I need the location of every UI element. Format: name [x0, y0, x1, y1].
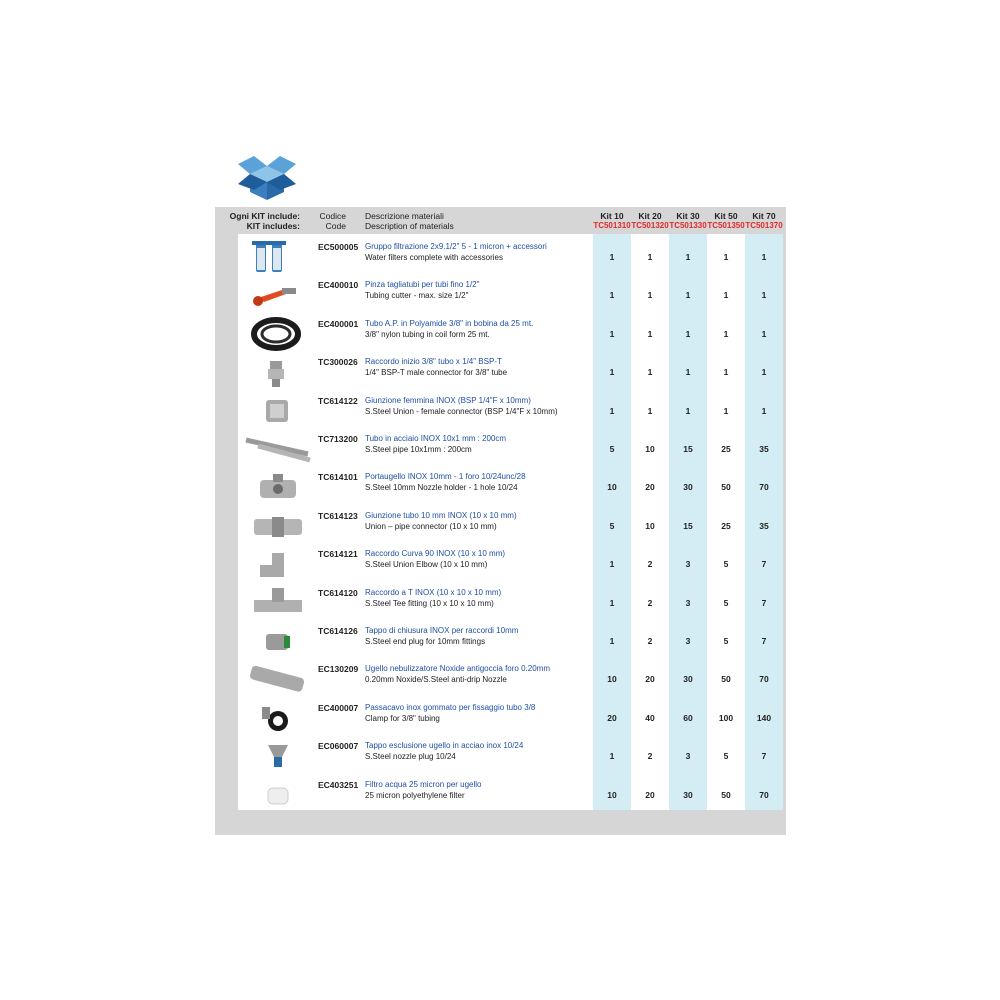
desc-label-en: Description of materials — [365, 221, 454, 231]
description-italian: Ugello nebulizzatore Noxide antigoccia foro 0.20mm — [365, 664, 550, 674]
quantity-cell: 1 — [609, 405, 615, 416]
quantity-cell: 1 — [609, 367, 615, 378]
quantity-cell: 30 — [683, 789, 693, 800]
quantity-cell: 3 — [685, 751, 691, 762]
quantity-cell: 7 — [761, 597, 767, 608]
code-label-en: Code — [325, 221, 346, 231]
include-label-en: KIT includes: — [246, 221, 300, 231]
table-row — [215, 507, 786, 545]
description-english: 3/8" nylon tubing in coil form 25 mt. — [365, 329, 490, 339]
description-italian: Pinza tagliatubi per tubi fino 1/2" — [365, 280, 480, 290]
item-code: EC060007 — [318, 741, 359, 752]
quantity-cell: 50 — [721, 482, 731, 493]
box-logo-icon — [236, 152, 298, 200]
item-code: TC614101 — [318, 472, 358, 483]
table-row — [215, 238, 786, 276]
item-code: TC614121 — [318, 549, 358, 560]
kit-label: Kit 20 — [638, 211, 662, 221]
quantity-cell: 20 — [607, 712, 617, 723]
item-code: TC713200 — [318, 434, 358, 444]
male-connector-icon — [238, 353, 318, 391]
quantity-cell: 1 — [723, 367, 729, 378]
include-label-it: Ogni KIT include: — [229, 211, 300, 221]
description-italian: Tappo di chiusura INOX per raccordi 10mm — [365, 626, 519, 635]
quantity-cell: 50 — [721, 789, 731, 800]
quantity-cell: 20 — [645, 482, 655, 493]
code-label-it: Codice — [319, 211, 346, 221]
kit-table — [215, 207, 786, 835]
quantity-cell: 1 — [761, 252, 767, 262]
description-english: S.Steel end plug for 10mm fittings — [365, 637, 486, 646]
quantity-cell: 40 — [645, 712, 655, 723]
description-english: S.Steel nozzle plug 10/24 — [365, 752, 456, 762]
item-code: TC614126 — [318, 626, 358, 636]
quantity-cell: 1 — [761, 405, 767, 416]
kit-label: Kit 30 — [676, 211, 700, 221]
item-code: TC614120 — [318, 587, 358, 598]
description-english: Water filters complete with accessories — [365, 253, 503, 262]
table-header — [215, 207, 786, 234]
quantity-cell: 35 — [759, 444, 769, 454]
kit-code: TC501310 — [593, 221, 631, 230]
quantity-cell: 30 — [683, 482, 693, 493]
quantity-cell: 15 — [683, 520, 693, 531]
quantity-cell: 1 — [609, 290, 615, 301]
kit-label: Kit 50 — [714, 211, 738, 221]
quantity-cell: 25 — [721, 520, 731, 531]
quantity-cell: 70 — [759, 674, 769, 685]
female-union-icon — [238, 392, 318, 430]
quantity-cell: 60 — [683, 712, 693, 723]
quantity-cell: 140 — [756, 712, 772, 723]
description-english: 25 micron polyethylene filter — [365, 790, 465, 800]
description-italian: Portaugello INOX 10mm - 1 foro 10/24unc/28 — [365, 472, 526, 482]
description-italian: Tubo A.P. in Polyamide 3/8" in bobina da 25 mt. — [365, 318, 534, 328]
table-row — [215, 622, 786, 660]
quantity-cell: 1 — [647, 367, 653, 378]
union-icon — [238, 507, 318, 545]
item-code: EC400010 — [318, 280, 359, 291]
description-italian: Raccordo Curva 90 INOX (10 x 10 mm) — [365, 549, 506, 559]
quantity-cell: 5 — [723, 559, 729, 570]
table-row — [215, 430, 786, 468]
item-code: TC614122 — [318, 395, 358, 406]
quantity-cell: 1 — [609, 252, 615, 262]
steel-pipe-icon — [238, 430, 318, 468]
desc-label-it: Descrizione materiali — [365, 211, 444, 221]
quantity-cell: 1 — [609, 597, 615, 608]
tubing-coil-icon — [238, 315, 318, 353]
quantity-cell: 1 — [723, 252, 729, 262]
description-italian: Giunzione femmina INOX (BSP 1/4"F x 10mm) — [365, 395, 531, 405]
description-english: S.Steel Union Elbow (10 x 10 mm) — [365, 560, 488, 570]
quantity-cell: 2 — [647, 597, 653, 608]
quantity-cell: 1 — [685, 290, 691, 301]
quantity-cell: 5 — [609, 520, 615, 531]
quantity-cell: 3 — [685, 597, 691, 608]
quantity-cell: 1 — [761, 290, 767, 301]
quantity-cell: 7 — [761, 751, 767, 762]
quantity-cell: 1 — [685, 405, 691, 416]
quantity-cell: 10 — [607, 482, 617, 493]
quantity-cell: 7 — [761, 636, 767, 646]
quantity-cell: 1 — [723, 405, 729, 416]
quantity-cell: 1 — [647, 252, 653, 262]
quantity-cell: 3 — [685, 636, 691, 646]
quantity-cell: 5 — [723, 636, 729, 646]
quantity-cell: 1 — [685, 367, 691, 378]
table-row — [215, 545, 786, 583]
table-row — [215, 315, 786, 353]
quantity-cell: 15 — [683, 444, 693, 454]
polyethylene-filter-icon — [238, 776, 318, 814]
description-english: S.Steel Union - female connector (BSP 1/4"F x 10mm) — [365, 406, 558, 416]
end-plug-icon — [238, 622, 318, 660]
quantity-cell: 10 — [645, 520, 655, 531]
item-code: TC614123 — [318, 510, 358, 521]
item-code: EC500005 — [318, 242, 359, 252]
nozzle-icon — [238, 660, 318, 698]
table-row — [215, 584, 786, 622]
quantity-cell: 50 — [721, 674, 731, 685]
item-code: TC300026 — [318, 357, 358, 368]
item-code: EC400007 — [318, 702, 359, 713]
quantity-cell: 2 — [647, 636, 653, 646]
description-english: Union – pipe connector (10 x 10 mm) — [365, 521, 497, 531]
quantity-cell: 7 — [761, 559, 767, 570]
quantity-cell: 1 — [609, 751, 615, 762]
kit-code: TC501350 — [707, 221, 745, 230]
elbow-icon — [238, 545, 318, 583]
quantity-cell: 1 — [685, 252, 691, 262]
tube-cutter-icon — [238, 276, 318, 314]
item-code: EC130209 — [318, 664, 359, 675]
description-english: S.Steel Tee fitting (10 x 10 x 10 mm) — [365, 598, 494, 608]
quantity-cell: 1 — [609, 328, 615, 339]
quantity-cell: 1 — [609, 636, 615, 646]
description-english: Tubing cutter - max. size 1/2" — [365, 291, 469, 301]
kit-code: TC501320 — [631, 221, 669, 230]
quantity-cell: 70 — [759, 482, 769, 493]
description-italian: Raccordo a T INOX (10 x 10 x 10 mm) — [365, 587, 502, 597]
quantity-cell: 1 — [723, 328, 729, 339]
description-italian: Tappo esclusione ugello in acciao inox 10/24 — [365, 741, 524, 751]
quantity-cell: 1 — [723, 290, 729, 301]
quantity-cell: 1 — [647, 328, 653, 339]
table-row — [215, 660, 786, 698]
quantity-cell: 10 — [645, 444, 655, 454]
item-code: EC403251 — [318, 779, 359, 790]
description-italian: Raccordo inizio 3/8" tubo x 1/4" BSP-T — [365, 357, 502, 367]
quantity-cell: 70 — [759, 789, 769, 800]
nozzle-plug-icon — [238, 737, 318, 775]
table-row — [215, 699, 786, 737]
kit-label: Kit 70 — [752, 211, 776, 221]
description-italian: Filtro acqua 25 micron per ugello — [365, 779, 482, 789]
clamp-icon — [238, 699, 318, 737]
description-english: 1/4" BSP-T male connector for 3/8" tube — [365, 368, 508, 378]
table-row — [215, 468, 786, 506]
quantity-cell: 5 — [609, 444, 615, 454]
quantity-cell: 5 — [723, 751, 729, 762]
description-english: Clamp for 3/8" tubing — [365, 713, 440, 723]
quantity-cell: 10 — [607, 674, 617, 685]
quantity-cell: 1 — [609, 559, 615, 570]
description-english: S.Steel 10mm Nozzle holder - 1 hole 10/24 — [365, 483, 518, 493]
item-code: EC400001 — [318, 318, 359, 329]
quantity-cell: 35 — [759, 520, 769, 531]
nozzle-holder-icon — [238, 468, 318, 506]
quantity-cell: 3 — [685, 559, 691, 570]
kit-code: TC501330 — [669, 221, 707, 230]
quantity-cell: 1 — [647, 405, 653, 416]
kit-code: TC501370 — [745, 221, 783, 230]
kit-label: Kit 10 — [600, 211, 624, 221]
quantity-cell: 20 — [645, 789, 655, 800]
description-english: S.Steel pipe 10x1mm : 200cm — [365, 445, 472, 454]
description-italian: Gruppo filtrazione 2x9.1/2" 5 - 1 micron + accessori — [365, 242, 547, 251]
table-row — [215, 276, 786, 314]
description-italian: Tubo in acciaio INOX 10x1 mm : 200cm — [365, 434, 507, 443]
description-english: 0.20mm Noxide/S.Steel anti-drip Nozzle — [365, 675, 507, 685]
description-italian: Passacavo inox gommato per fissaggio tubo 3/8 — [365, 702, 536, 712]
quantity-cell: 25 — [721, 444, 731, 454]
tee-fitting-icon — [238, 584, 318, 622]
table-row — [215, 737, 786, 775]
quantity-cell: 1 — [761, 328, 767, 339]
table-footer-band — [215, 810, 786, 835]
quantity-cell: 100 — [718, 712, 734, 723]
quantity-cell: 5 — [723, 597, 729, 608]
table-row — [215, 353, 786, 391]
table-row — [215, 776, 786, 814]
quantity-cell: 2 — [647, 559, 653, 570]
quantity-cell: 20 — [645, 674, 655, 685]
quantity-cell: 30 — [683, 674, 693, 685]
quantity-cell: 2 — [647, 751, 653, 762]
quantity-cell: 1 — [761, 367, 767, 378]
quantity-cell: 10 — [607, 789, 617, 800]
quantity-cell: 1 — [647, 290, 653, 301]
water-filter-icon — [238, 238, 318, 276]
quantity-cell: 1 — [685, 328, 691, 339]
description-italian: Giunzione tubo 10 mm INOX (10 x 10 mm) — [365, 510, 517, 520]
table-row — [215, 392, 786, 430]
